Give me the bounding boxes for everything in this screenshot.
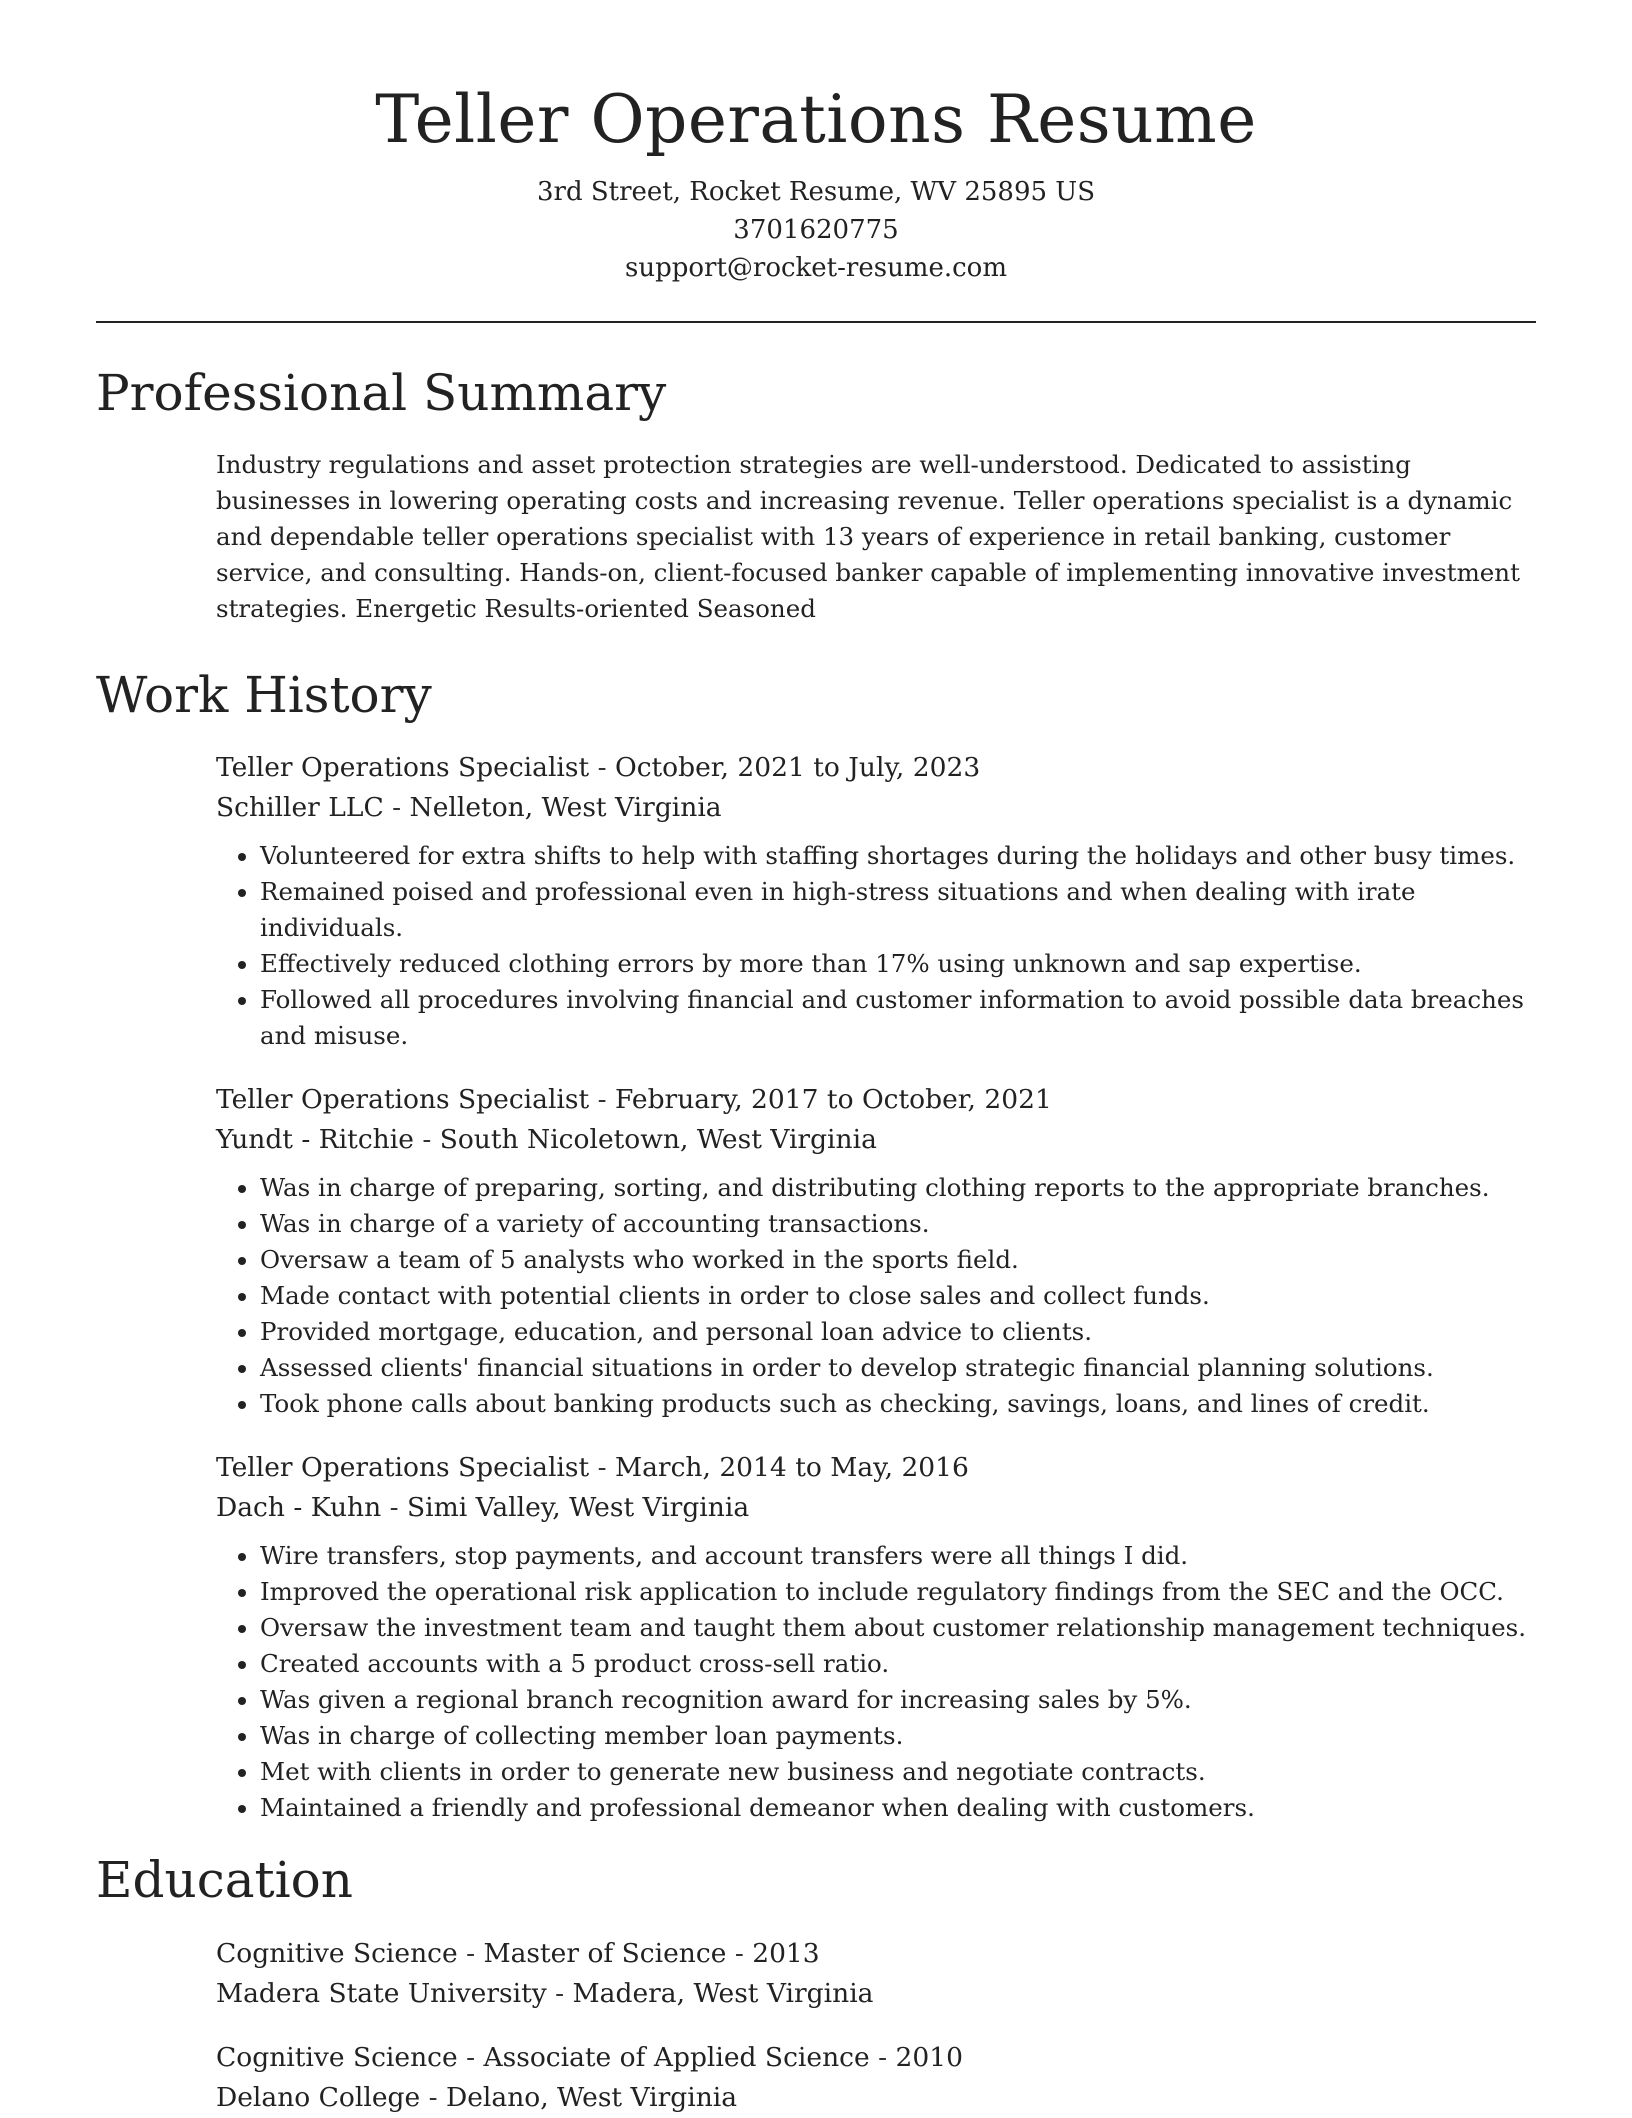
education-year: 2010	[895, 2041, 963, 2073]
list-item: • Was in charge of a variety of accounting transactions.	[260, 1206, 1536, 1242]
list-item: • Maintained a friendly and professional demeanor when dealing with customers.	[260, 1790, 1536, 1826]
education-field: Cognitive Science	[216, 1937, 458, 1969]
job-entry	[216, 748, 1536, 1054]
list-item: • Was in charge of collecting member loan payments.	[260, 1718, 1536, 1754]
work-history-section	[216, 748, 1536, 1826]
education-degree-line: Cognitive Science - Associate of Applied Science - 2010	[216, 2041, 963, 2073]
list-item: • Improved the operational risk application to include regulatory findings from the SEC and the OCC.	[260, 1574, 1536, 1610]
list-item: • Volunteered for extra shifts to help with staffing shortages during the holidays and other busy times.	[260, 838, 1536, 874]
job-entry	[216, 1080, 1536, 1422]
list-item: • Provided mortgage, education, and personal loan advice to clients.	[260, 1314, 1536, 1350]
job-company: Dach - Kuhn	[216, 1492, 382, 1524]
summary-text: Industry regulations and asset protection strategies are well-understood. Dedicated to assisting businesses in lowering operating costs and increasing revenue. Teller operations specialist is a dynamic and dependable teller operations specialist with 13 years of experience in retail banking, customer service, and consulting. Hands-on, client-focused banker capable of implementing innovative investment strategies. Energetic Results-oriented Seasoned	[216, 449, 1520, 623]
job-title: Teller Operations Specialist	[216, 1452, 590, 1484]
summary-section	[216, 447, 1536, 627]
education-entry	[216, 1934, 1536, 2014]
job-company-line: Yundt - Ritchie - South Nicoletown, West Virginia	[216, 1124, 877, 1156]
list-item: • Oversaw the investment team and taught them about customer relationship management techniques.	[260, 1610, 1536, 1646]
education-degree: Master of Science	[483, 1937, 727, 1969]
section-title-work-history: Work History	[96, 665, 432, 724]
job-company: Schiller LLC	[216, 792, 384, 824]
job-title-line: Teller Operations Specialist - October, 2021 to July, 2023	[216, 752, 981, 784]
job-title: Teller Operations Specialist	[216, 752, 590, 784]
job-title: Teller Operations Specialist	[216, 1084, 590, 1116]
list-item: • Remained poised and professional even in high-stress situations and when dealing with irate individuals.	[260, 874, 1536, 946]
education-location: Delano, West Virginia	[445, 2081, 738, 2113]
list-item: • Followed all procedures involving financial and customer information to avoid possible data breaches and misuse.	[260, 982, 1536, 1054]
job-bullets	[216, 1170, 1536, 1422]
education-school: Madera State University	[216, 1977, 547, 2009]
job-location: Nelleton, West Virginia	[409, 792, 722, 824]
job-location: Simi Valley, West Virginia	[407, 1492, 750, 1524]
job-bullets	[216, 838, 1536, 1054]
list-item: • Made contact with potential clients in order to close sales and collect funds.	[260, 1278, 1536, 1314]
job-title-line: Teller Operations Specialist - March, 2014 to May, 2016	[216, 1452, 969, 1484]
job-dates: March, 2014 to May, 2016	[614, 1452, 969, 1484]
education-degree-line: Cognitive Science - Master of Science - 2013	[216, 1937, 820, 1969]
job-dates: February, 2017 to October, 2021	[614, 1084, 1052, 1116]
education-school: Delano College	[216, 2081, 421, 2113]
contact-phone: 3701620775	[733, 215, 899, 246]
header-divider	[96, 321, 1536, 323]
education-degree: Associate of Applied Science	[483, 2041, 870, 2073]
job-company-line: Dach - Kuhn - Simi Valley, West Virginia	[216, 1492, 750, 1524]
list-item: • Effectively reduced clothing errors by more than 17% using unknown and sap expertise.	[260, 946, 1536, 982]
list-item: • Assessed clients' financial situations in order to develop strategic financial planning solutions.	[260, 1350, 1536, 1386]
list-item: • Wire transfers, stop payments, and account transfers were all things I did.	[260, 1538, 1536, 1574]
section-title-education: Education	[96, 1851, 353, 1910]
list-item: • Oversaw a team of 5 analysts who worked in the sports field.	[260, 1242, 1536, 1278]
job-bullets	[216, 1538, 1536, 1826]
education-entry	[216, 2038, 1536, 2118]
contact-address: 3rd Street, Rocket Resume, WV 25895 US	[536, 177, 1096, 208]
list-item: • Created accounts with a 5 product cross-sell ratio.	[260, 1646, 1536, 1682]
list-item: • Was given a regional branch recognition award for increasing sales by 5%.	[260, 1682, 1536, 1718]
contact-email: support@rocket-resume.com	[624, 253, 1007, 284]
job-dates: October, 2021 to July, 2023	[614, 752, 981, 784]
job-title-line: Teller Operations Specialist - February, 2017 to October, 2021	[216, 1084, 1052, 1116]
job-location: South Nicoletown, West Virginia	[439, 1124, 877, 1156]
education-location: Madera, West Virginia	[572, 1977, 874, 2009]
education-school-line: Delano College - Delano, West Virginia	[216, 2081, 738, 2113]
education-field: Cognitive Science	[216, 2041, 458, 2073]
list-item: • Took phone calls about banking products such as checking, savings, loans, and lines of credit.	[260, 1386, 1536, 1422]
section-title-summary: Professional Summary	[96, 364, 667, 423]
list-item: • Met with clients in order to generate new business and negotiate contracts.	[260, 1754, 1536, 1790]
education-school-line: Madera State University - Madera, West Virginia	[216, 1977, 874, 2009]
education-year: 2013	[752, 1937, 820, 1969]
resume-title: Teller Operations Resume	[375, 81, 1257, 158]
job-entry	[216, 1448, 1536, 1826]
job-company-line: Schiller LLC - Nelleton, West Virginia	[216, 792, 722, 824]
contact-block	[96, 173, 1536, 287]
job-company: Yundt - Ritchie	[216, 1124, 414, 1156]
list-item: • Was in charge of preparing, sorting, and distributing clothing reports to the appropriate branches.	[260, 1170, 1536, 1206]
education-section	[216, 1934, 1536, 2118]
